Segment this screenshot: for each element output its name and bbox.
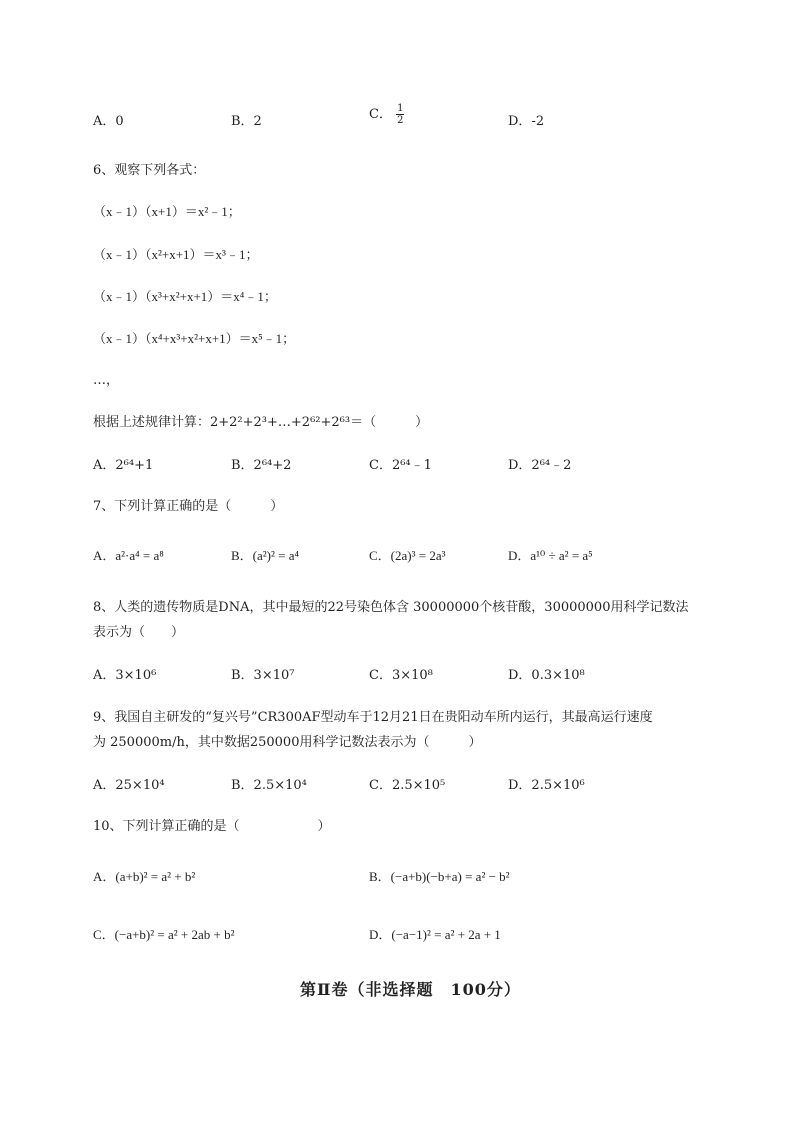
q6-question: 根据上述规律计算：2+2²+2³+…+2⁶²+2⁶³＝（ ） <box>93 415 429 430</box>
q8-option-b: B．3×10⁷ <box>231 668 295 683</box>
q7-stem: 7、下列计算正确的是（ ） <box>93 499 284 514</box>
q5-option-c <box>369 103 404 126</box>
q7-option-a: A．a²·a⁴ = a⁸ <box>93 548 164 563</box>
q9-stem-line-2: 为 250000m/h，其中数据250000用科学记数法表示为（ ） <box>93 735 482 750</box>
q8-option-c: C．3×10⁸ <box>369 668 433 683</box>
q9-option-b: B．2.5×10⁴ <box>231 778 307 793</box>
q7-option-b: B．(a²)² = a⁴ <box>231 548 300 563</box>
q8-stem-line-1: 8、人类的遗传物质是DNA，其中最短的22号染色体含 30000000个核苷酸，30000000用科学记数法 <box>93 600 689 615</box>
q10-option-b: B．(−a+b)(−b+a) = a² − b² <box>369 869 510 884</box>
q8-option-a: A．3×10⁶ <box>93 668 157 683</box>
fraction-denominator: 2 <box>397 115 404 126</box>
section-title: 第Ⅱ卷（非选择题 100分） <box>300 980 521 999</box>
fraction <box>396 103 404 126</box>
q10-option-a: A．(a+b)² = a² + b² <box>93 869 196 884</box>
q5-option-c-label: C． <box>369 107 392 122</box>
q5-option-a: A．0 <box>93 114 124 129</box>
q6-formula-4: （x﹣1）（x⁴+x³+x²+x+1）＝x⁵﹣1； <box>93 331 296 346</box>
q5-option-b: B．2 <box>231 114 262 129</box>
q6-option-c: C．2⁶⁴﹣1 <box>369 458 432 473</box>
q6-option-a: A．2⁶⁴+1 <box>93 458 154 473</box>
q8-stem-line-2: 表示为（ ） <box>93 625 185 640</box>
fraction-numerator: 1 <box>397 103 404 114</box>
q9-option-c: C．2.5×10⁵ <box>369 778 446 793</box>
q6-formula-1: （x﹣1）（x+1）＝x²﹣1； <box>93 204 241 219</box>
q8-option-d: D．0.3×10⁸ <box>508 668 585 683</box>
q6-option-d: D．2⁶⁴﹣2 <box>508 458 572 473</box>
q7-option-c: C．(2a)³ = 2a³ <box>369 548 446 563</box>
q10-option-d: D．(−a−1)² = a² + 2a + 1 <box>369 927 501 942</box>
q9-option-d: D．2.5×10⁶ <box>508 778 585 793</box>
q10-stem: 10、下列计算正确的是（ ） <box>93 819 331 834</box>
q10-option-c: C．(−a+b)² = a² + 2ab + b² <box>93 927 235 942</box>
q5-option-d: D．-2 <box>508 114 545 129</box>
q9-option-a: A．25×10⁴ <box>93 778 165 793</box>
q7-option-d: D．a¹⁰ ÷ a² = a⁵ <box>508 548 593 563</box>
q6-formula-2: （x﹣1）（x²+x+1）＝x³﹣1； <box>93 247 259 262</box>
q6-stem: 6、观察下列各式： <box>93 163 206 178</box>
q6-ellipsis: …， <box>93 373 120 388</box>
q6-option-b: B．2⁶⁴+2 <box>231 458 292 473</box>
q6-formula-3: （x﹣1）（x³+x²+x+1）＝x⁴﹣1； <box>93 289 277 304</box>
q9-stem-line-1: 9、我国自主研发的“复兴号”CR300AF型动车于12月21日在贵阳动车所内运行，其最高运行速度 <box>93 710 653 725</box>
